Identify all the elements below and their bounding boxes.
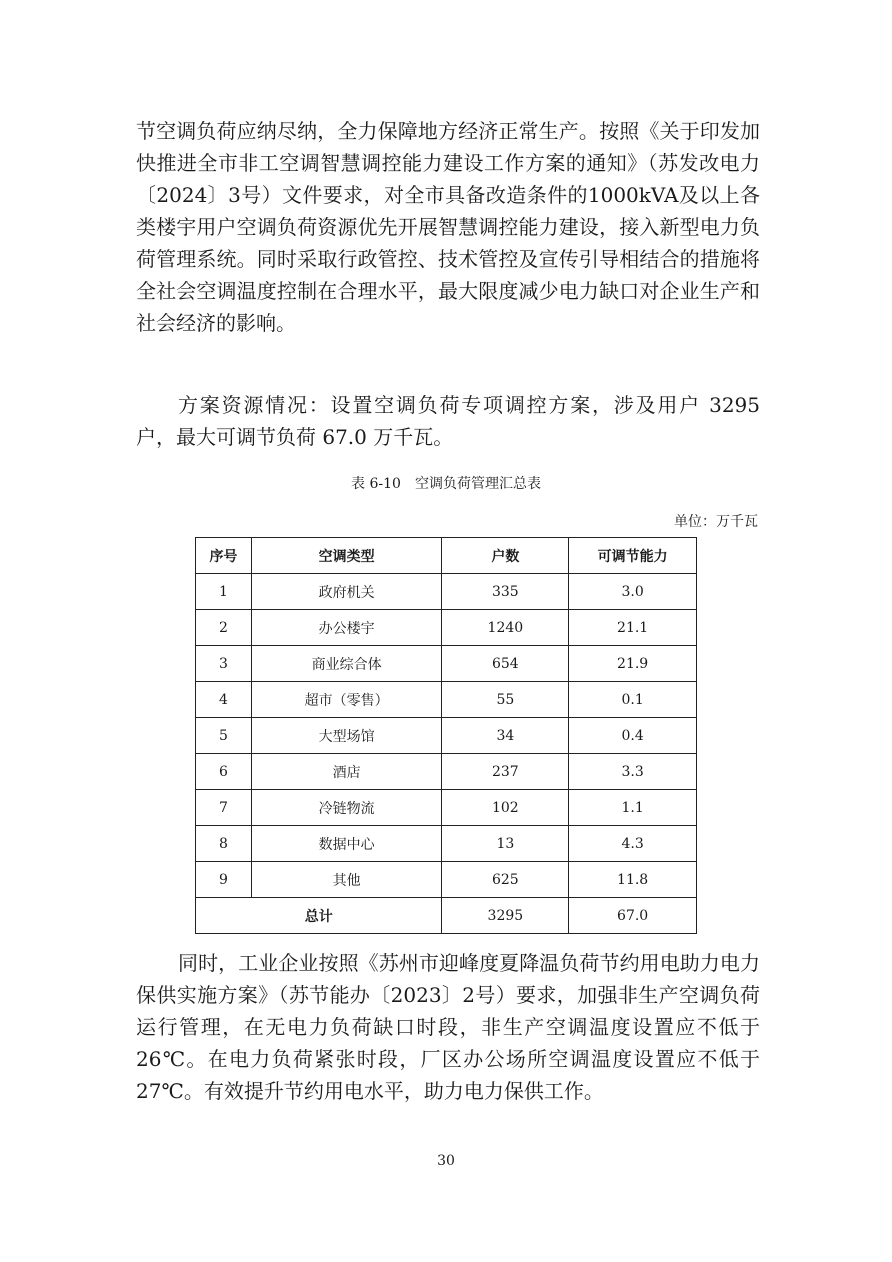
cell-ac-type: 商业综合体 (251, 646, 442, 682)
total-user-count: 3295 (442, 898, 569, 934)
header-adjustable-capacity: 可调节能力 (569, 538, 697, 574)
paragraph-industrial-policy: 同时，工业企业按照《苏州市迎峰度夏降温负荷节约用电助力电力保供实施方案》（苏节能办〔2023〕2号）要求，加强非生产空调负荷运行管理，在无电力负荷缺口时段，非生产空调温度设置应不低于 26℃。在电力负荷紧张时段，厂区办公场所空调温度设置应不低于 27℃。有效提升节约用电水平，助力电力保供工作。 (136, 951, 760, 1103)
total-label: 总计 (196, 898, 442, 934)
cell-ac-type: 冷链物流 (251, 790, 442, 826)
ac-load-summary-table (195, 537, 697, 934)
cell-index: 7 (196, 790, 252, 826)
cell-capacity: 3.0 (569, 574, 697, 610)
cell-user-count: 55 (442, 682, 569, 718)
cell-capacity: 0.4 (569, 718, 697, 754)
table-row (196, 790, 697, 826)
cell-user-count: 34 (442, 718, 569, 754)
table-row (196, 574, 697, 610)
cell-ac-type: 酒店 (251, 754, 442, 790)
cell-user-count: 102 (442, 790, 569, 826)
cell-capacity: 21.1 (569, 610, 697, 646)
table-row (196, 718, 697, 754)
cell-capacity: 21.9 (569, 646, 697, 682)
cell-user-count: 237 (442, 754, 569, 790)
cell-capacity: 1.1 (569, 790, 697, 826)
cell-index: 1 (196, 574, 252, 610)
cell-index: 8 (196, 826, 252, 862)
cell-index: 2 (196, 610, 252, 646)
cell-user-count: 335 (442, 574, 569, 610)
table-caption: 表 6-10 空调负荷管理汇总表 (351, 476, 541, 492)
cell-index: 3 (196, 646, 252, 682)
cell-ac-type: 办公楼宇 (251, 610, 442, 646)
cell-user-count: 13 (442, 826, 569, 862)
table-row (196, 682, 697, 718)
table-row (196, 826, 697, 862)
cell-index: 4 (196, 682, 252, 718)
cell-capacity: 11.8 (569, 862, 697, 898)
table-row (196, 862, 697, 898)
table-row (196, 610, 697, 646)
paragraph-intro: 节空调负荷应纳尽纳，全力保障地方经济正常生产。按照《关于印发加快推进全市非工空调智慧调控能力建设工作方案的通知》（苏发改电力〔2024〕3号）文件要求，对全市具备改造条件的1000kVA及以上各类楼宇用户空调负荷资源优先开展智慧调控能力建设，接入新型电力负荷管理系统。同时采取行政管控、技术管控及宣传引导相结合的措施将全社会空调温度控制在合理水平，最大限度减少电力缺口对企业生产和社会经济的影响。 (136, 119, 760, 335)
header-ac-type: 空调类型 (251, 538, 442, 574)
table-header-row (196, 538, 697, 574)
cell-ac-type: 数据中心 (251, 826, 442, 862)
cell-ac-type: 其他 (251, 862, 442, 898)
total-capacity: 67.0 (569, 898, 697, 934)
table-row (196, 754, 697, 790)
header-user-count: 户数 (442, 538, 569, 574)
table-total-row (196, 898, 697, 934)
cell-index: 9 (196, 862, 252, 898)
cell-index: 5 (196, 718, 252, 754)
cell-capacity: 0.1 (569, 682, 697, 718)
cell-capacity: 3.3 (569, 754, 697, 790)
cell-ac-type: 超市（零售） (251, 682, 442, 718)
paragraph-resource-summary: 方案资源情况：设置空调负荷专项调控方案，涉及用户 3295 户，最大可调节负荷 67.0 万千瓦。 (136, 393, 760, 449)
cell-index: 6 (196, 754, 252, 790)
cell-user-count: 654 (442, 646, 569, 682)
cell-ac-type: 大型场馆 (251, 718, 442, 754)
header-index: 序号 (196, 538, 252, 574)
cell-ac-type: 政府机关 (251, 574, 442, 610)
cell-user-count: 1240 (442, 610, 569, 646)
table-unit-label: 单位：万千瓦 (674, 514, 758, 530)
cell-user-count: 625 (442, 862, 569, 898)
table-row (196, 646, 697, 682)
page-number: 30 (437, 1153, 455, 1169)
cell-capacity: 4.3 (569, 826, 697, 862)
